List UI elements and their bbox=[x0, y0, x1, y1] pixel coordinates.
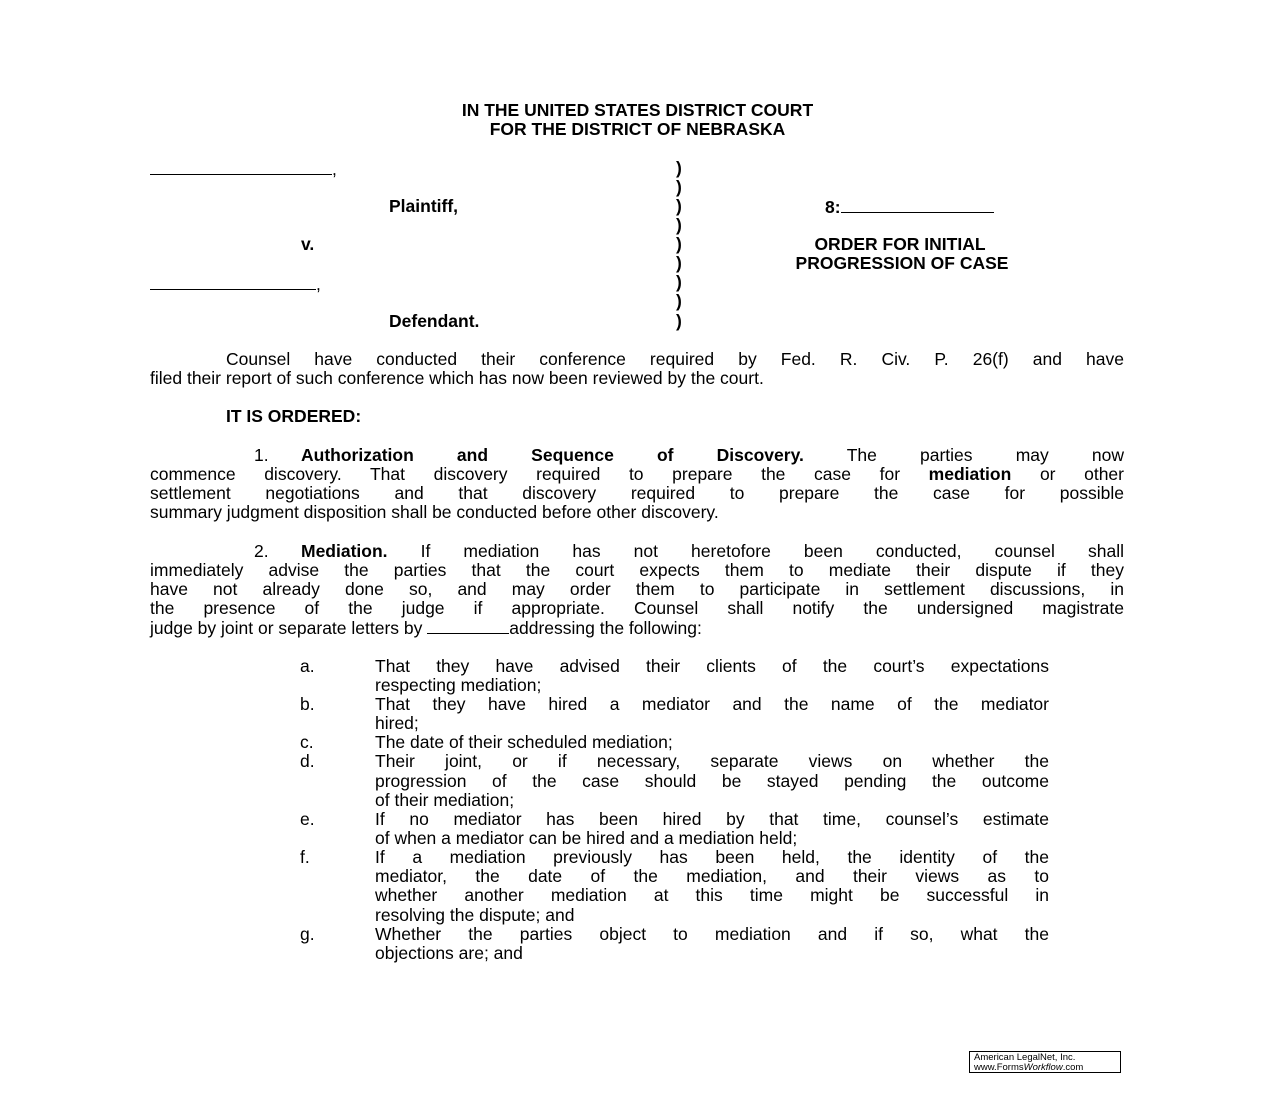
paren: ) bbox=[676, 272, 682, 292]
item-letter: e. bbox=[300, 809, 315, 829]
section2-number: 2. bbox=[254, 541, 269, 561]
court-name: IN THE UNITED STATES DISTRICT COURT bbox=[461, 100, 814, 120]
list-item-line: of their mediation; bbox=[375, 790, 515, 810]
publisher-name: American LegalNet, Inc. bbox=[974, 1052, 1076, 1063]
section1-line: commence discovery. That discovery required to prepare the case for mediation or other bbox=[150, 464, 1124, 484]
intro-line: filed their report of such conference which has now been reviewed by the court. bbox=[150, 368, 764, 388]
paren: ) bbox=[676, 196, 682, 216]
versus-label: v. bbox=[301, 234, 315, 254]
item-letter: c. bbox=[300, 732, 314, 752]
section1-line: summary judgment disposition shall be conducted before other discovery. bbox=[150, 502, 719, 522]
list-item-line: If no mediator has been hired by that time, counsel’s estimate bbox=[375, 809, 1049, 829]
section1-title: Authorization and Sequence of Discovery. bbox=[301, 445, 804, 465]
publisher-footer bbox=[969, 1051, 1121, 1073]
list-item-line: Whether the parties object to mediation and if so, what the bbox=[375, 924, 1049, 944]
section2-line: judge by joint or separate letters by addressing the following: bbox=[150, 618, 702, 638]
list-item-line: of when a mediator can be hired and a mediation held; bbox=[375, 828, 798, 848]
plaintiff-name-field: , bbox=[150, 159, 337, 179]
section2-line: Mediation. If mediation has not heretofore been conducted, counsel shall bbox=[301, 541, 1124, 561]
case-number-field: 8: bbox=[825, 197, 994, 217]
section1-line: Authorization and Sequence of Discovery. The parties may now bbox=[301, 445, 1124, 465]
publisher-url: www.FormsWorkflow.com bbox=[974, 1062, 1084, 1073]
list-item-line: whether another mediation at this time might be successful in bbox=[375, 885, 1049, 905]
court-district: FOR THE DISTRICT OF NEBRASKA bbox=[489, 119, 786, 139]
paren: ) bbox=[676, 158, 682, 178]
section2-line: have not already done so, and may order them to participate in settlement discussions, in bbox=[150, 579, 1124, 599]
list-item-line: respecting mediation; bbox=[375, 675, 542, 695]
list-item-line: That they have advised their clients of the court’s expectations bbox=[375, 656, 1049, 676]
paren: ) bbox=[676, 311, 682, 331]
list-item-line: resolving the dispute; and bbox=[375, 905, 575, 925]
order-title-line2: PROGRESSION OF CASE bbox=[795, 253, 1009, 273]
paren: ) bbox=[676, 291, 682, 311]
list-item-line: If a mediation previously has been held, the identity of the bbox=[375, 847, 1049, 867]
item-letter: f. bbox=[300, 847, 310, 867]
item-letter: d. bbox=[300, 751, 315, 771]
section2-line: the presence of the judge if appropriate. Counsel shall notify the undersigned magistrate bbox=[150, 598, 1124, 618]
item-letter: a. bbox=[300, 656, 315, 676]
list-item-line: progression of the case should be stayed pending the outcome bbox=[375, 771, 1049, 791]
list-item-line: mediator, the date of the mediation, and their views as to bbox=[375, 866, 1049, 886]
paren: ) bbox=[676, 234, 682, 254]
list-item-line: The date of their scheduled mediation; bbox=[375, 732, 673, 752]
list-item-line: objections are; and bbox=[375, 943, 523, 963]
section2-line: immediately advise the parties that the court expects them to mediate their dispute if they bbox=[150, 560, 1124, 580]
item-letter: g. bbox=[300, 924, 315, 944]
section1-number: 1. bbox=[254, 445, 269, 465]
order-title-line1: ORDER FOR INITIAL bbox=[814, 234, 986, 254]
defendant-name-field: , bbox=[150, 274, 321, 294]
list-item-line: Their joint, or if necessary, separate views on whether the bbox=[375, 751, 1049, 771]
item-letter: b. bbox=[300, 694, 315, 714]
section1-line: settlement negotiations and that discovery required to prepare the case for possible bbox=[150, 483, 1124, 503]
defendant-label: Defendant. bbox=[389, 311, 480, 331]
paren: ) bbox=[676, 253, 682, 273]
list-item-line: hired; bbox=[375, 713, 419, 733]
paren: ) bbox=[676, 177, 682, 197]
paren: ) bbox=[676, 215, 682, 235]
plaintiff-label: Plaintiff, bbox=[389, 196, 459, 216]
ordered-heading: IT IS ORDERED: bbox=[226, 406, 362, 426]
list-item-line: That they have hired a mediator and the name of the mediator bbox=[375, 694, 1049, 714]
section2-title: Mediation. bbox=[301, 541, 388, 561]
intro-line: Counsel have conducted their conference required by Fed. R. Civ. P. 26(f) and have bbox=[226, 349, 1124, 369]
